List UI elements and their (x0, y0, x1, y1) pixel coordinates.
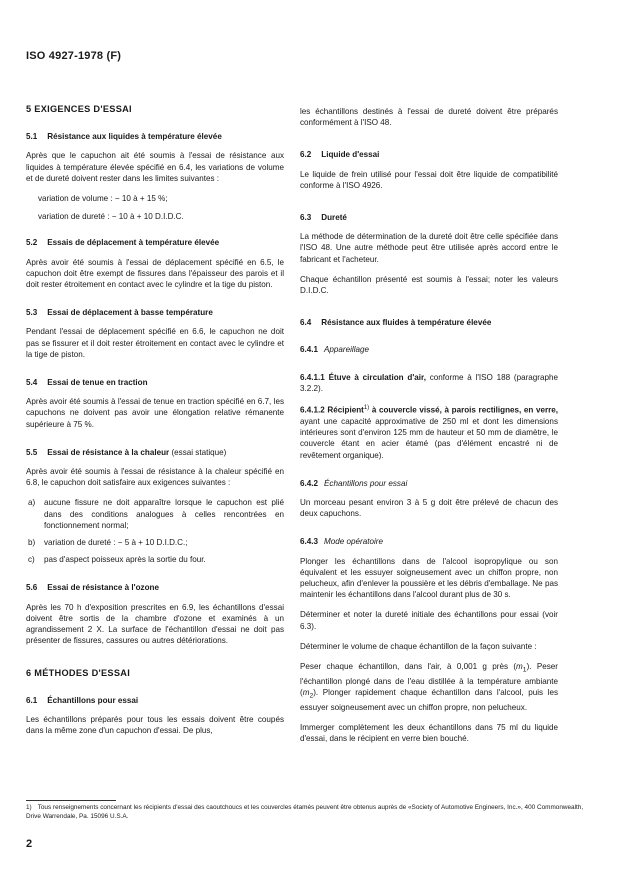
section-6-4-2-heading: 6.4.2 Échantillons pour essai (300, 478, 408, 488)
section-5-1-text: Après que le capuchon ait été soumis à l'essai de résistance aux liquides à température élevée spécifié en 6.4, les variations de volume et de dureté doivent rester dans les limites suivantes : (26, 151, 284, 183)
requirements-list (26, 497, 284, 565)
section-6-4-3-text-1: Plonger les échantillons dans de l'alcool isopropylique ou son équivalent et les essuyer soigneusement avec un chiffon propre, non pelucheux, afin d'enlever la poussière et les débris d'emballage. Ne pas maintenir les échantillons dans l'alcool durant plus de 30 s. (300, 556, 558, 600)
section-5-5-heading: 5.5 Essai de résistance à la chaleur (essai statique) (26, 447, 227, 457)
left-column (26, 104, 284, 745)
section-5-6-text: Après les 70 h d'exposition prescrites en 6.9, les échantillons d'essai doivent être sortis de la chambre d'ozone et examinés à un agrandissement 2 X. La surface de l'échantillon d'essai ne doit pas présenter de fissures, cassures ou autres détériorations. (26, 602, 284, 646)
section-6-3-text-1: La méthode de détermination de la dureté doit être celle spécifiée dans l'ISO 48. Une autre méthode peut être utilisée après accord entre le fabricant et l'acheteur. (300, 232, 558, 264)
section-5-heading: 5 EXIGENCES D'ESSAI (26, 104, 132, 114)
section-6-4-1-heading: 6.4.1 Appareillage (300, 345, 370, 355)
hardness-variation: variation de dureté : − 10 à + 10 D.I.D.C. (38, 212, 184, 222)
section-6-1-text: Les échantillons préparés pour tous les essais doivent être coupés dans la même zone d'un capuchon d'essai. De plus, (26, 714, 284, 736)
section-6-4-3-text-2: Déterminer et noter la dureté initiale des échantillons pour essai (voir 6.3). (300, 610, 558, 631)
section-6-4-2-text: Un morceau pesant environ 3 à 5 g doit être prélevé de chacun des deux capuchons. (300, 497, 558, 519)
section-6-3-heading: 6.3 Dureté (300, 213, 347, 223)
section-5-2-text: Après avoir été soumis à l'essai de déplacement spécifié en 6.5, le capuchon doit être exempt de fissures dans l'épaisseur des parois et il doit rester étroitement en contact avec le cylindre et la tige du piston. (26, 257, 284, 290)
section-6-2-heading: 6.2 Liquide d'essai (300, 150, 380, 160)
section-6-2-text: Le liquide de frein utilisé pour l'essai doit être liquide de compatibilité conforme à l'ISO 4926. (300, 169, 558, 190)
section-6-4-3-text-4: Peser chaque échantillon, dans l'air, à 0,001 g près $(m_1)$. Peser l'échantillon plongé dans de l'eau distillée à la température ambiante $(m_2)$. Plonger rapidement chaque échantillon dans l'alcool, puis les essuyer soigneusement avec un chiffon propre, non pelucheux. (300, 661, 558, 712)
list-item: b) variation de dureté : − 5 à + 10 D.I.D.C.; (28, 538, 188, 548)
page-number: 2 (26, 838, 33, 850)
section-6-4-3-text-5: Immerger complètement les deux échantillons dans 75 ml du liquide d'essai, dans le récipient en verre bien bouché. (300, 723, 558, 744)
section-6-4-3-text-3: Déterminer le volume de chaque échantillon de la façon suivante : (300, 641, 537, 651)
list-item: a) aucune fissure ne doit apparaître lorsque le capuchon est plié dans des conditions analogues à celles rencontrées en fonctionnement normal; (28, 498, 284, 530)
section-6-1-heading: 6.1 Échantillons pour essai (26, 695, 139, 705)
right-column (300, 106, 558, 753)
section-6-heading: 6 MÉTHODES D'ESSAI (26, 667, 131, 678)
volume-variation: variation de volume : − 10 à + 15 %; (38, 194, 168, 204)
footnote: 1) Tous renseignements concernant les récipients d'essai des caoutchoucs et les couvercles étamés peuvent être obtenus auprès de «Society of Automotive Engineers, Inc.», 400 Commonwealth, Drive Warrendale, Pa. 15096 U.S.A. (26, 804, 584, 820)
section-6-4-heading: 6.4 Résistance aux fluides à température élevée (300, 318, 492, 328)
section-6-4-1-2-text: 6.4.1.2 Récipient$^{1)}$ à couvercle vissé, à parois rectilignes, en verre, ayant une capacité approximative de 250 ml et dont les dimensions intérieures sont d'environ 125 mm de hauteur et 50 mm de diamètre, le couvercle étant en acier étamé (pas d'élément encastré ni de revêtement organique). (300, 405, 559, 460)
section-5-3-heading: 5.3 Essai de déplacement à basse température (26, 308, 213, 318)
section-5-1-heading: 5.1 Résistance aux liquides à température élevée (26, 132, 222, 142)
section-5-5-text: Après avoir été soumis à l'essai de résistance à la chaleur spécifié en 6.8, le capuchon doit satisfaire aux exigences suivantes : (26, 467, 284, 488)
section-5-4-text: Après avoir été soumis à l'essai de tenue en traction spécifié en 6.7, les capuchons ne doivent pas avoir une élongation relative rémanente supérieure à 75 %. (26, 397, 284, 429)
footnote-divider (26, 800, 116, 801)
section-5-3-text: Pendant l'essai de déplacement spécifié en 6.6, le capuchon ne doit pas se fissurer et il doit rester étroitement en contact avec le cylindre et la tige de piston. (26, 327, 284, 359)
section-6-4-3-heading: 6.4.3 Mode opératoire (300, 537, 383, 547)
section-5-4-heading: 5.4 Essai de tenue en traction (26, 378, 148, 388)
continuation-text: les échantillons destinés à l'essai de dureté doivent être préparés conformément à l'ISO 48. (300, 107, 558, 128)
list-item: c) pas d'aspect poisseux après la sortie du four. (28, 555, 206, 565)
document-header: ISO 4927-1978 (F) (26, 50, 122, 62)
section-5-2-heading: 5.2 Essais de déplacement à température élevée (26, 238, 220, 248)
section-6-3-text-2: Chaque échantillon présenté est soumis à l'essai; noter les valeurs D.I.D.C. (300, 274, 558, 296)
section-6-4-1-1-text: 6.4.1.1 Étuve à circulation d'air, conforme à l'ISO 188 (paragraphe 3.2.2). (300, 372, 559, 393)
section-5-6-heading: 5.6 Essai de résistance à l'ozone (26, 583, 159, 593)
